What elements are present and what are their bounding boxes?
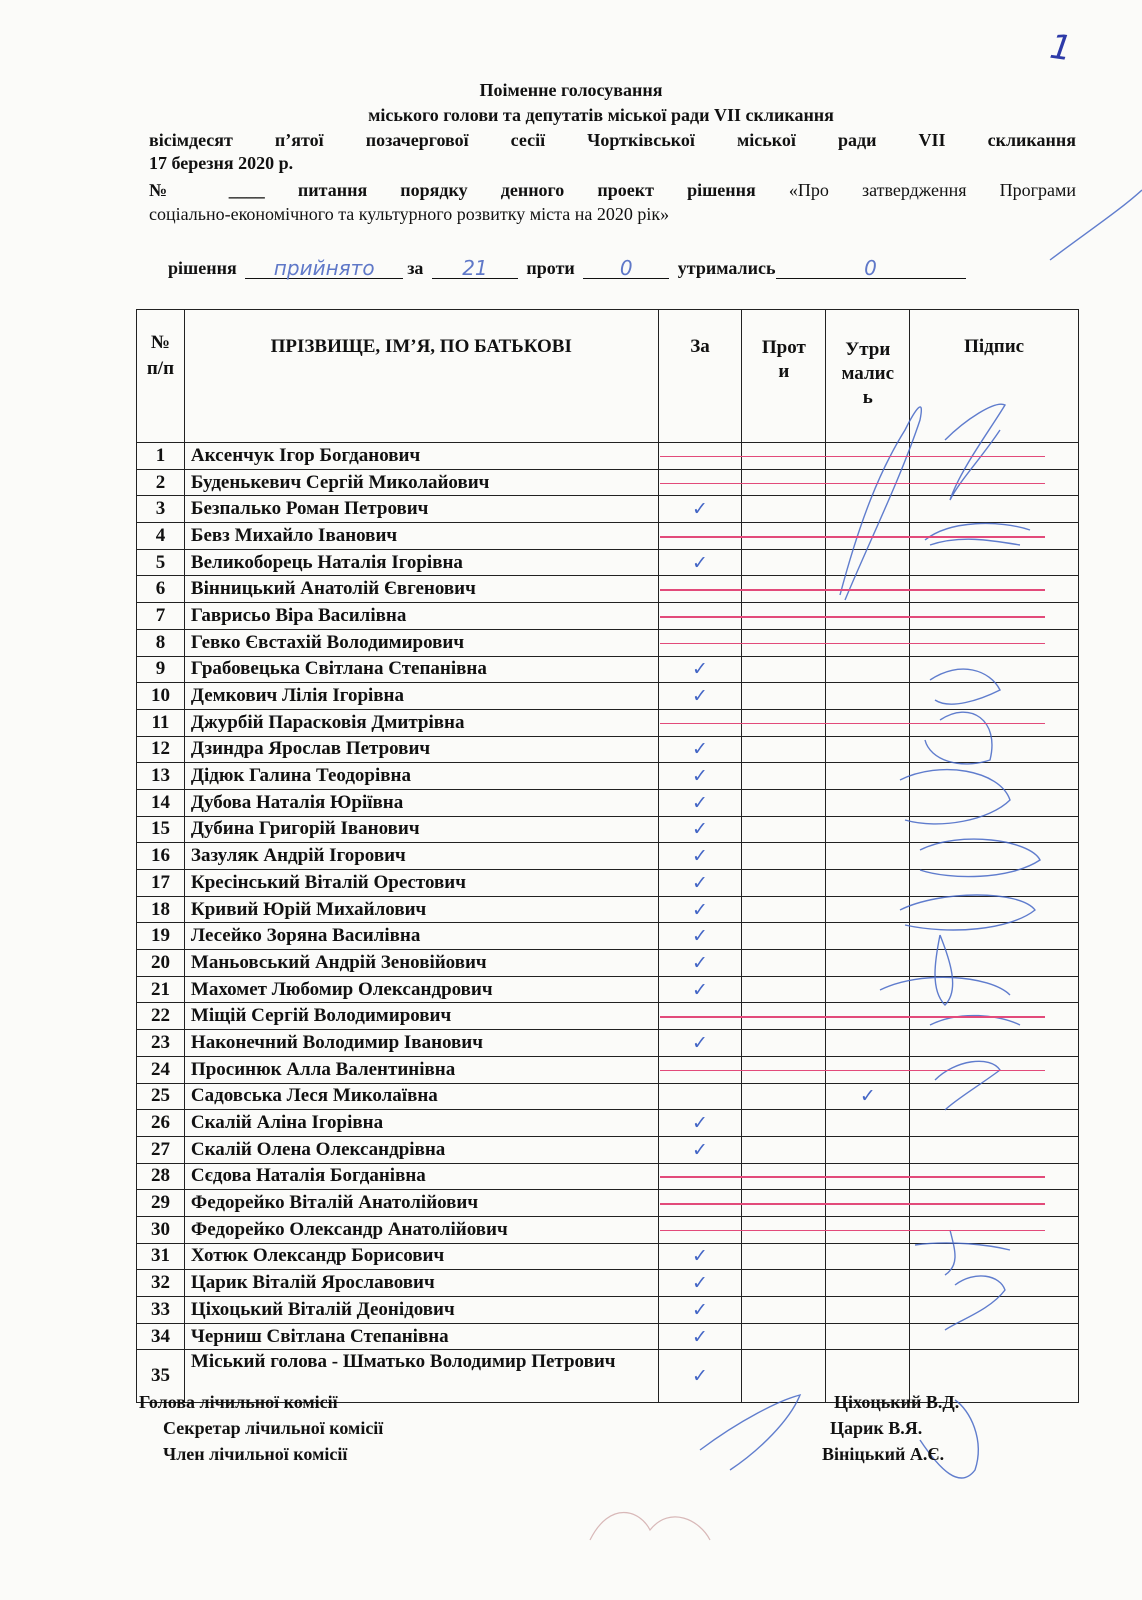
- commission-secretary-name: Царик В.Я.: [830, 1418, 923, 1438]
- table-row: [137, 1297, 1079, 1324]
- vote-abstain-cell: [826, 1270, 910, 1297]
- vote-against-cell: [742, 870, 826, 897]
- member-name: Кресінський Віталій Орестович: [184, 870, 658, 897]
- against-field: [583, 256, 669, 280]
- member-name: Федорейко Олександр Анатолійович: [184, 1216, 658, 1243]
- row-number: 24: [137, 1056, 185, 1083]
- agenda-line: [149, 180, 1076, 201]
- vote-against-cell: [742, 656, 826, 683]
- absent-strike-line: [660, 1176, 1045, 1178]
- table-row: [137, 816, 1079, 843]
- member-name: Дідюк Галина Теодорівна: [184, 763, 658, 790]
- vote-against-cell: [742, 496, 826, 523]
- vote-against-cell: [742, 816, 826, 843]
- vote-for-cell: ✓: [658, 976, 742, 1003]
- signature-cell: [910, 870, 1079, 897]
- table-row: [137, 1030, 1079, 1057]
- member-name: Черниш Світлана Степанівна: [184, 1323, 658, 1350]
- vote-abstain-cell: [826, 870, 910, 897]
- member-name: Бевз Михайло Іванович: [184, 523, 658, 550]
- faint-stamp-scribble: [590, 1513, 710, 1541]
- vote-for-cell: ✓: [658, 549, 742, 576]
- row-number: 14: [137, 789, 185, 816]
- vote-abstain-cell: [826, 976, 910, 1003]
- vote-for-cell: [658, 1083, 742, 1110]
- vote-abstain-cell: [826, 1323, 910, 1350]
- against-value: 0: [619, 256, 633, 280]
- row-number: 3: [137, 496, 185, 523]
- handwritten-page-number: 1: [1047, 26, 1075, 70]
- absent-strike-line: [660, 589, 1045, 591]
- member-name: Царик Віталій Ярославович: [184, 1270, 658, 1297]
- row-number: 22: [137, 1003, 185, 1030]
- member-name: Садовська Леся Миколаївна: [184, 1083, 658, 1110]
- vote-abstain-cell: [826, 789, 910, 816]
- table-row: [137, 1136, 1079, 1163]
- agenda-prefix: № ____ питання порядку денного проект рішення: [149, 180, 756, 200]
- vote-abstain-cell: [826, 656, 910, 683]
- row-number: 33: [137, 1297, 185, 1324]
- vote-against-cell: [742, 1110, 826, 1137]
- vote-abstain-cell: [826, 736, 910, 763]
- row-number: 18: [137, 896, 185, 923]
- vote-against-cell: [742, 1136, 826, 1163]
- vote-abstain-cell: [826, 549, 910, 576]
- vote-for-cell: ✓: [658, 736, 742, 763]
- signature-cell: [910, 549, 1079, 576]
- agenda-text: «Про затвердження Програми: [788, 180, 1076, 200]
- signature-cell: [910, 496, 1079, 523]
- table-row: [137, 549, 1079, 576]
- for-value: 21: [462, 256, 488, 280]
- row-number: 20: [137, 950, 185, 977]
- row-number: 12: [137, 736, 185, 763]
- table-row: [137, 843, 1079, 870]
- row-number: 19: [137, 923, 185, 950]
- abstained-value: 0: [864, 256, 877, 280]
- against-label: проти: [526, 258, 575, 278]
- row-number: 1: [137, 443, 185, 470]
- decision-line: [168, 258, 1068, 279]
- member-name: Скалій Олена Олександрівна: [184, 1136, 658, 1163]
- signature-cell: [910, 896, 1079, 923]
- vote-for-cell: ✓: [658, 1323, 742, 1350]
- agenda-text-continued: соціально-економічного та культурного розвитку міста на 2020 рік»: [149, 204, 670, 224]
- vote-for-cell: ✓: [658, 950, 742, 977]
- member-name: Дзиндра Ярослав Петрович: [184, 736, 658, 763]
- row-number: 13: [137, 763, 185, 790]
- vote-abstain-cell: [826, 843, 910, 870]
- signature-cell: [910, 1136, 1079, 1163]
- table-row: [137, 736, 1079, 763]
- member-name: Ціхоцький Віталій Деонідович: [184, 1297, 658, 1324]
- signature-cell: [910, 1110, 1079, 1137]
- commission-secretary-label: Секретар лічильної комісії: [163, 1418, 384, 1438]
- absent-strike-line: [660, 723, 1045, 725]
- vote-against-cell: [742, 1243, 826, 1270]
- vote-abstain-cell: [826, 1297, 910, 1324]
- member-name: Гаврисьо Віра Василівна: [184, 603, 658, 630]
- member-name: Дубина Григорій Іванович: [184, 816, 658, 843]
- vote-against-cell: [742, 1350, 826, 1403]
- absent-strike-line: [660, 1203, 1045, 1205]
- vote-against-cell: [742, 1030, 826, 1057]
- vote-abstain-cell: [826, 923, 910, 950]
- member-name: Дубова Наталія Юріївна: [184, 789, 658, 816]
- header-against: Прот и: [742, 310, 826, 443]
- vote-for-cell: ✓: [658, 1110, 742, 1137]
- member-name: Міщій Сергій Володимирович: [184, 1003, 658, 1030]
- vote-abstain-cell: [826, 683, 910, 710]
- vote-against-cell: [742, 896, 826, 923]
- table-header-row: [137, 310, 1079, 443]
- member-name: Безпалько Роман Петрович: [184, 496, 658, 523]
- absent-strike-line: [660, 536, 1045, 538]
- vote-for-cell: ✓: [658, 843, 742, 870]
- vote-abstain-cell: [826, 950, 910, 977]
- member-name: Скалій Аліна Ігорівна: [184, 1110, 658, 1137]
- signature-cell: [910, 976, 1079, 1003]
- table-row: [137, 1110, 1079, 1137]
- row-number: 7: [137, 603, 185, 630]
- row-number: 8: [137, 629, 185, 656]
- table-row: [137, 950, 1079, 977]
- vote-abstain-cell: [826, 763, 910, 790]
- member-name: Махомет Любомир Олександрович: [184, 976, 658, 1003]
- table-row: [137, 683, 1079, 710]
- table-row: [137, 496, 1079, 523]
- row-number: 35: [137, 1350, 185, 1403]
- member-name: Кривий Юрій Михайлович: [184, 896, 658, 923]
- absent-strike-line: [660, 1070, 1045, 1072]
- vote-against-cell: [742, 683, 826, 710]
- vote-for-cell: ✓: [658, 683, 742, 710]
- vote-for-cell: ✓: [658, 896, 742, 923]
- row-number: 6: [137, 576, 185, 603]
- session-date: 17 березня 2020 р.: [149, 153, 294, 173]
- row-number: 15: [137, 816, 185, 843]
- table-row: [137, 1270, 1079, 1297]
- vote-against-cell: [742, 976, 826, 1003]
- vote-against-cell: [742, 843, 826, 870]
- signature-cell: [910, 1297, 1079, 1324]
- vote-for-cell: ✓: [658, 1136, 742, 1163]
- header-for: За: [658, 310, 742, 443]
- row-number: 26: [137, 1110, 185, 1137]
- absent-strike-line: [660, 1016, 1045, 1018]
- commission-head-name: Ціхоцький В.Д.: [834, 1392, 960, 1412]
- signature-cell: [910, 843, 1079, 870]
- abstained-label: утримались: [677, 258, 776, 278]
- commission-signature-1: [700, 1395, 800, 1470]
- header-abstain: Утри малис ь: [826, 310, 910, 443]
- vote-for-cell: ✓: [658, 789, 742, 816]
- vote-abstain-cell: ✓: [826, 1083, 910, 1110]
- row-number: 25: [137, 1083, 185, 1110]
- member-name: Маньовський Андрій Зеновійович: [184, 950, 658, 977]
- member-name: Наконечний Володимир Іванович: [184, 1030, 658, 1057]
- signature-cell: [910, 1030, 1079, 1057]
- vote-abstain-cell: [826, 1136, 910, 1163]
- document-subtitle: міського голови та депутатів міської ради VII скликання: [368, 105, 834, 125]
- table-row: [137, 1323, 1079, 1350]
- vote-for-cell: ✓: [658, 1297, 742, 1324]
- member-name: Буденькевич Сергій Миколайович: [184, 469, 658, 496]
- signature-cell: [910, 789, 1079, 816]
- signature-cell: [910, 763, 1079, 790]
- vote-for-cell: ✓: [658, 1270, 742, 1297]
- vote-against-cell: [742, 789, 826, 816]
- signature-cell: [910, 1323, 1079, 1350]
- member-name: Аксенчук Ігор Богданович: [184, 443, 658, 470]
- member-name: Великоборець Наталія Ігорівна: [184, 549, 658, 576]
- row-number: 2: [137, 469, 185, 496]
- decision-label: рішення: [168, 258, 237, 278]
- signature-cell: [910, 950, 1079, 977]
- row-number: 28: [137, 1163, 185, 1190]
- row-number: 16: [137, 843, 185, 870]
- member-name: Гевко Євстахій Володимирович: [184, 629, 658, 656]
- row-number: 9: [137, 656, 185, 683]
- row-number: 30: [137, 1216, 185, 1243]
- for-label: за: [407, 258, 424, 278]
- signature-cell: [910, 656, 1079, 683]
- vote-abstain-cell: [826, 1030, 910, 1057]
- member-name: Вінницький Анатолій Євгенович: [184, 576, 658, 603]
- table-row: [137, 656, 1079, 683]
- table-row: [137, 1243, 1079, 1270]
- signature-cell: [910, 1083, 1079, 1110]
- vote-against-cell: [742, 1270, 826, 1297]
- signature-cell: [910, 923, 1079, 950]
- absent-strike-line: [660, 456, 1045, 458]
- vote-against-cell: [742, 763, 826, 790]
- signature-cell: [910, 816, 1079, 843]
- header-num: № п/п: [137, 310, 185, 443]
- absent-strike-line: [660, 483, 1045, 485]
- row-number: 11: [137, 709, 185, 736]
- member-name: Лесейко Зоряна Василівна: [184, 923, 658, 950]
- decision-value: прийнято: [273, 256, 375, 280]
- commission-member-name: Вініцький А.Є.: [822, 1444, 945, 1464]
- commission-member-label: Член лічильної комісії: [163, 1444, 348, 1464]
- row-number: 17: [137, 870, 185, 897]
- member-name: Просинюк Алла Валентинівна: [184, 1056, 658, 1083]
- member-name: Міський голова - Шматько Володимир Петрович: [184, 1350, 658, 1403]
- member-name: Демкович Лілія Ігорівна: [184, 683, 658, 710]
- member-name: Федорейко Віталій Анатолійович: [184, 1190, 658, 1217]
- member-name: Джурбій Парасковія Дмитрівна: [184, 709, 658, 736]
- vote-for-cell: ✓: [658, 763, 742, 790]
- header-name: ПРІЗВИЩЕ, ІМ’Я, ПО БАТЬКОВІ: [184, 310, 658, 443]
- table-row: [137, 870, 1079, 897]
- signature-cell: [910, 736, 1079, 763]
- document-title: Поіменне голосування: [479, 80, 663, 100]
- member-name: Зазуляк Андрій Ігорович: [184, 843, 658, 870]
- vote-against-cell: [742, 736, 826, 763]
- vote-table: [136, 309, 1079, 1403]
- table-row: [137, 923, 1079, 950]
- vote-abstain-cell: [826, 896, 910, 923]
- table-row: [137, 789, 1079, 816]
- vote-abstain-cell: [826, 496, 910, 523]
- vote-for-cell: ✓: [658, 656, 742, 683]
- vote-for-cell: ✓: [658, 923, 742, 950]
- vote-for-cell: ✓: [658, 1350, 742, 1403]
- row-number: 32: [137, 1270, 185, 1297]
- member-name: Грабовецька Світлана Степанівна: [184, 656, 658, 683]
- vote-against-cell: [742, 923, 826, 950]
- row-number: 21: [137, 976, 185, 1003]
- member-name: Сєдова Наталія Богданівна: [184, 1163, 658, 1190]
- abstained-field: [776, 256, 966, 280]
- session-line: вісімдесят п’ятої позачергової сесії Чортківської міської ради VII скликання: [149, 130, 1076, 150]
- table-row: [137, 1083, 1079, 1110]
- vote-against-cell: [742, 1297, 826, 1324]
- absent-strike-line: [660, 616, 1045, 618]
- row-number: 29: [137, 1190, 185, 1217]
- vote-for-cell: ✓: [658, 870, 742, 897]
- vote-for-cell: ✓: [658, 1030, 742, 1057]
- table-row: [137, 896, 1079, 923]
- signature-cell: [910, 1243, 1079, 1270]
- row-number: 10: [137, 683, 185, 710]
- vote-against-cell: [742, 1083, 826, 1110]
- vote-for-cell: ✓: [658, 496, 742, 523]
- member-name: Хотюк Олександр Борисович: [184, 1243, 658, 1270]
- absent-strike-line: [660, 643, 1045, 645]
- vote-against-cell: [742, 950, 826, 977]
- signature-cell: [910, 683, 1079, 710]
- vote-against-cell: [742, 549, 826, 576]
- row-number: 4: [137, 523, 185, 550]
- vote-abstain-cell: [826, 1243, 910, 1270]
- vote-abstain-cell: [826, 1110, 910, 1137]
- signature-cell: [910, 1270, 1079, 1297]
- vote-for-cell: ✓: [658, 816, 742, 843]
- vote-against-cell: [742, 1323, 826, 1350]
- commission-head-label: Голова лічильної комісії: [139, 1392, 338, 1412]
- row-number: 34: [137, 1323, 185, 1350]
- for-field: [432, 256, 518, 280]
- decision-field: [245, 256, 403, 280]
- row-number: 23: [137, 1030, 185, 1057]
- absent-strike-line: [660, 1230, 1045, 1232]
- row-number: 27: [137, 1136, 185, 1163]
- vote-for-cell: ✓: [658, 1243, 742, 1270]
- header-signature: Підпис: [910, 310, 1079, 443]
- row-number: 31: [137, 1243, 185, 1270]
- table-row: [137, 976, 1079, 1003]
- vote-abstain-cell: [826, 816, 910, 843]
- row-number: 5: [137, 549, 185, 576]
- table-row: [137, 763, 1079, 790]
